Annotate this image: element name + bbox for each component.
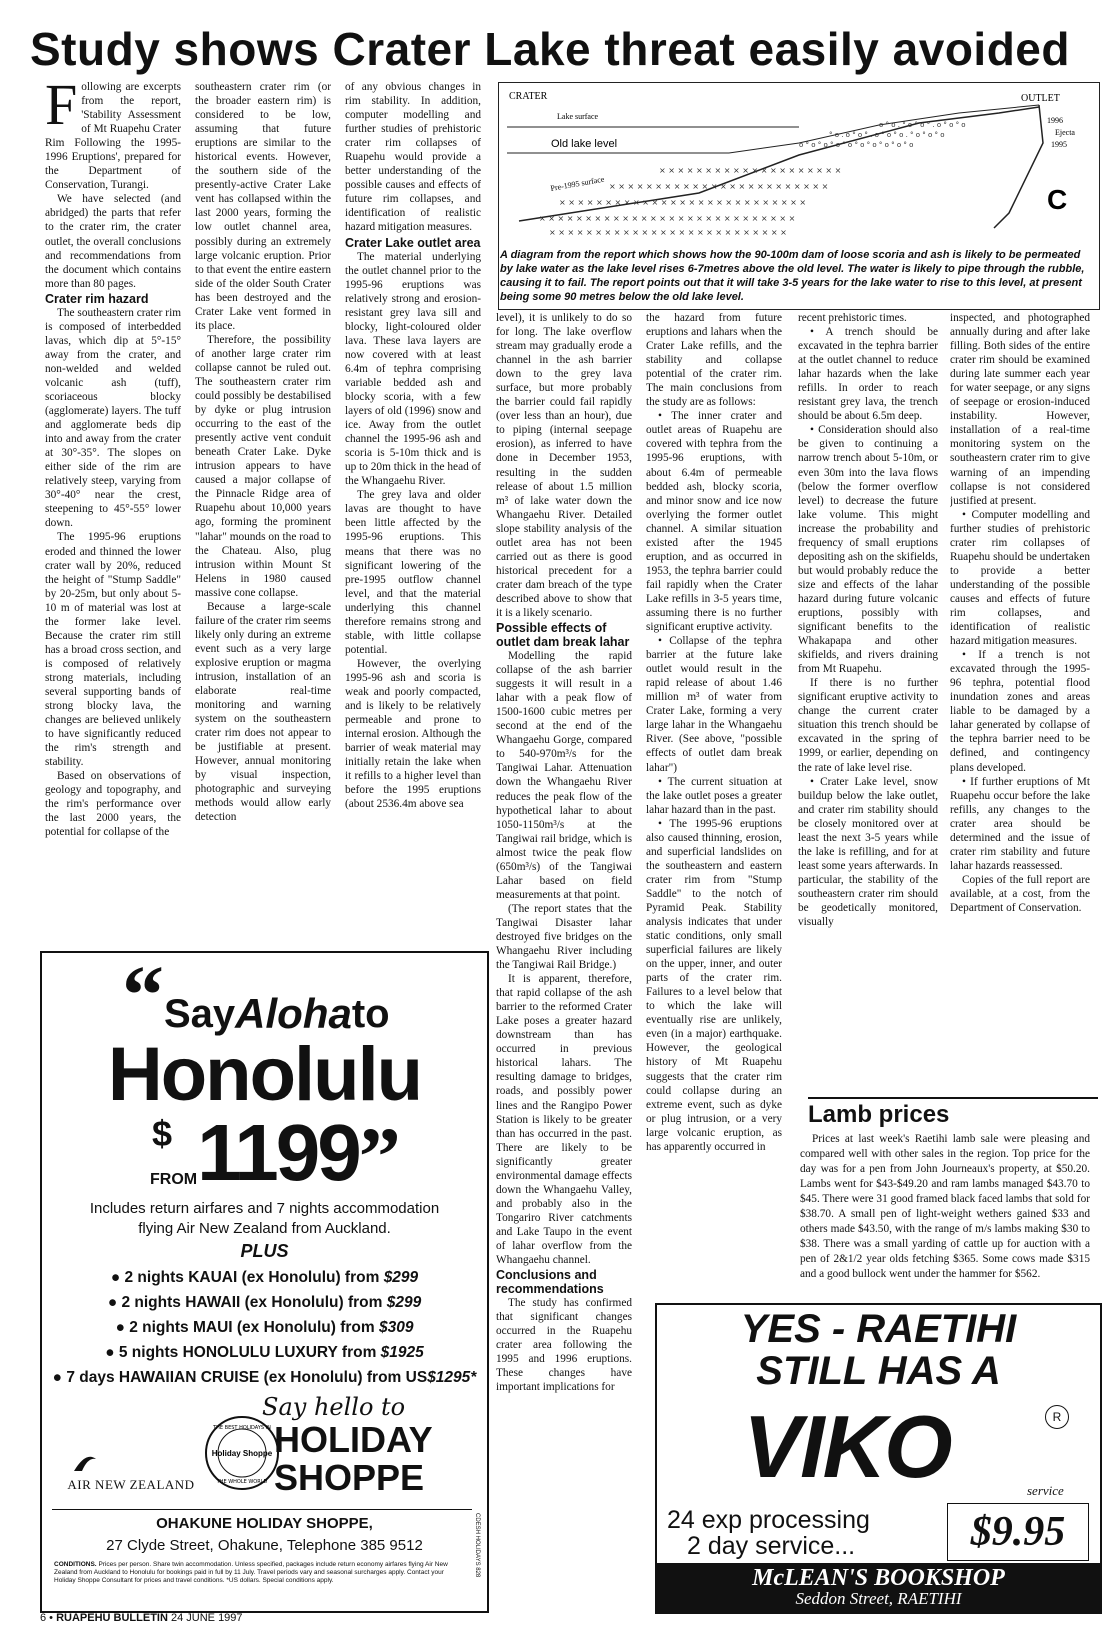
conditions-body: Prices per person. Share twin accommodation. Unless specified, packages include return economy airfares flying Air New Zealand from Auckland to Honolulu for bookings paid in full by 11 July. Travel periods vary and seasonal surcharges apply. Contact your Holiday Shoppe Consultant for prices and travel conditions. *US dollars. Special conditions apply.: [54, 1561, 448, 1584]
paragraph: Based on observations of geology and topography, and the rim's performance over the last 2000 years, the potential for collapse of the: [45, 770, 181, 839]
price-dollar: $: [152, 1113, 173, 1154]
paragraph: Therefore, the possibility of another large crater rim collapse cannot be ruled out. The southeastern crater rim could possibly be destabilised by dyke or plug intrusion occurring to the east of the presently active vent conduit beneath Crater Lake. Dyke intrusion appears to have caused a major collapse of the Pinnacle Ridge area of Ruapehu about 10,000 years ago, forming the prominent "lahar" mounds on the road to the Chateau. Also, plug intrusion within Mount St Helens in 1980 caused massive cone collapse.: [195, 333, 331, 599]
paragraph: Prices at last week's Raetihi lamb sale were pleasing and compared well with other sales in the region. Top price for the day was for a pen from John Journeaux's property, at $50.20. Lambs went for $43-$49.20 and ram lambs managed $43.70 to $45. There were 31 good framed black faced lambs that sold for $38.70. A small pen of light-weight wethers gained $33 and others made $43.50, with the range of m/s lambs making $30 to $38. There was a small yarding of cattle up for auction with a pen of 2&1/2 year olds fetching $365. Some cows made $315 and a good bullock went under the hammer for $562.: [800, 1133, 1090, 1280]
paragraph: • The inner crater and outlet areas of Ruapehu are covered with tephra from the 1995-96 eruptions, with about 6.4m of permeable bedded ash, blocky scoria, and minor snow and ice now overlying the former outlet channel. A similar situation existed after the 1945 eruption, and as occurred in 1953, the tephra barrier could fail rapidly when the Crater Lake refills in 3-5 years time, assuming there is no further significant eruptive activity.: [646, 410, 782, 634]
paragraph: We have selected (and abridged) the parts that refer to the crater rim, the crater outlet, the overall conclusions and recommendations from the document which contains more than 80 pages.: [45, 193, 181, 290]
store-address: 27 Clyde Street, Ohakune, Telephone 385 9512: [106, 1537, 423, 1554]
bookshop-name: McLEAN'S BOOKSHOP: [752, 1565, 1005, 1591]
paragraph: • If further eruptions of Mt Ruapehu occur before the lake refills, any changes to the crater area should be determined and the issue of crater rim stability and future lahar hazards reassessed.: [950, 775, 1090, 872]
conditions-label: CONDITIONS.: [54, 1561, 97, 1568]
bedrock-texture: [539, 166, 841, 237]
page-number: 6: [40, 1612, 47, 1624]
paragraph: level), it is unlikely to do so for long. The lake overflow stream may gradually erode a channel in the ash barrier down to the grey lava surface, but more probably the barrier could fail rapidly (over less than an hour), due to piping (internal seepage erosion), as inferred to have done in December 1953, resulting in the sudden release of about 1.5 million m³ of lake water down the Whangaehu River. Detailed slope stability analysis of the outlet area has not been carried out as there is good historical precedent for a crater dam breach of the type described above to show that it is a likely scenario.: [496, 312, 632, 619]
paragraph: of any obvious changes in rim stability. In addition, computer modelling and further studies of prehistoric crater rim collapses of Ruapehu would provide a better understanding of the possible causes and effects of future rim collapses, and identification of realistic hazard mitigation measures.: [345, 81, 481, 234]
paragraph: • Crater Lake level, snow buildup below the lake outlet, and crater rim stability should be closely monitored over at least the next 3-5 years while the lake is refilling, and for at least some years afterwards. In particular, the stability of the southeastern crater rim should be geodetically monitored, visually: [798, 775, 938, 929]
ad-side-code: CDESH HOLIDAYS 828: [474, 1513, 480, 1578]
svg-text:× × × × × × × × × ×: × × × × × × × × × × × × × × × × × × × × × × × × × × × ×: [539, 214, 796, 223]
viko-price: $9.95: [947, 1503, 1089, 1561]
article-column-3: [345, 80, 481, 928]
viko-service: service: [1027, 1483, 1064, 1498]
ejecta-texture: [799, 121, 966, 149]
viko-brand: VIKO: [743, 1397, 951, 1496]
subheading-crater-rim-hazard: Crater rim hazard: [45, 291, 149, 306]
label-crater: CRATER: [509, 91, 548, 102]
badge-bottom-text: THE WHOLE WORLD: [216, 1479, 268, 1485]
paragraph: The study has confirmed that significant changes occurred in the Ruapehu crater area following the 1995 and 1996 eruptions. These changes have important implications for: [496, 1297, 632, 1394]
offer-text: 5 nights HONOLULU LUXURY from: [118, 1344, 381, 1361]
paragraph: • The 1995-96 eruptions also caused thinning, erosion, and superficial landslides on the southeastern and eastern crater rim from "Stump Saddle" to the notch of Pyramid Peak. Stability analysis indicates that under static conditions, only small superficial failures are likely on the upper, inner, and outer parts of the crater rim. Failures to a level below that to which the lake will eventually rise are unlikely, even (in a major) earthquake. However, the geological history of Mt Ruapehu suggests that the crater rim could collapse during an extreme event, such as dyke or plug intrusion, or a very large volcanic eruption, as has apparently occurred in: [646, 817, 782, 1153]
paragraph: (The report states that the Tangiwai Disaster lahar destroyed five bridges on the Whangaehu River including the Tangiwai Rail Bridge.): [496, 902, 632, 972]
aloha-text: Aloha: [235, 990, 352, 1037]
ad-divider: [52, 1509, 472, 1510]
open-quote: “: [122, 949, 164, 1042]
lamb-divider: [808, 1097, 1098, 1099]
paragraph: The southeastern crater rim is composed of interbedded lavas, which dip at 5°-15° away from the crater, and non-welded and welded volcanic ash (tuff), scoriaceous blocky (agglomerate) layers. The tuff and agglomerate beds dip into and away from the crater at 30°-35°. The slopes on either side of the rim are relatively steep, varying from 30°-40° near the crest, steepening to 45°-55° lower down.: [45, 306, 181, 530]
paragraph: southeastern crater rim (or the broader eastern rim) is considered to be low, assuming that future eruptions are similar to the historical events. However, the southern side of the presently-active Crater Lake vent has collapsed within the last 2000 years, forming the low outlet channel area, possibly during an extremely large volcanic eruption. Prior to that event the entire eastern side of the older South Crater has been destroyed and the Crater Lake vent formed in its place.: [195, 81, 331, 332]
paragraph: • The current situation at the lake outlet poses a greater lahar hazard than in the past.: [646, 775, 782, 816]
paragraph: The 1995-96 eruptions eroded and thinned the lower crater wall by 20%, reduced the height of "Stump Saddle" by 20-25m, but only about 5-10 m of material was lost at the former lake level. Because the crater rim still has a broad cross section, and is composed of relatively strong materials, including several supporting bands of strong blocky lava, the changes are believed unlikely to have significantly reduced the rim's strength and stability.: [45, 531, 181, 769]
offer-item: ● 2 nights MAUI (ex Honolulu) from $309: [115, 1319, 414, 1336]
paragraph: The material underlying the outlet channel prior to the 1995-96 eruptions was relatively strong and erosion-resistant grey lava sill and blocky, light-coloured older lava. These lava layers are now covered with at least 6.4m of tephra comprising variable bedded ash and blocky scoria, with a few layers of old (1996) snow and ice. Away from the outlet channel the 1995-96 ash and scoria is 5-10m thick and is up to 20m thick in the head of the Whangaehu River.: [345, 250, 481, 488]
paragraph: Copies of the full report are available, at a cost, from the Department of Conservation.: [950, 873, 1090, 914]
koru-icon: [72, 1451, 98, 1473]
processing-line1: 24 exp processing: [667, 1506, 870, 1534]
headline: Study shows Crater Lake threat easily avoided: [30, 23, 1070, 75]
viko-advertisement: [655, 1303, 1102, 1614]
plus-label: PLUS: [240, 1241, 289, 1261]
diagram-caption: A diagram from the report which shows how the 90-100m dam of loose scoria and ash is likely to be permeated by lake water as the lake level rises 6-7metres above the old level. The water is likely to pipe through the rubble, causing it to fail. The report points out that it will take 3-5 years for the lake water to rise to this level, at present being some 90 metres below the old lake level.: [500, 249, 1085, 303]
svg-text:° o . o ° o ° . o ° o ° o . °: ° o . o ° o ° . o ° o ° o . ° o ° o ° o: [829, 131, 945, 139]
article-column-4: [496, 311, 632, 1607]
shoppe-logo-text: SHOPPE: [274, 1457, 425, 1498]
subheading-dam-break-lahar: Possible effects of outlet dam break lahar: [496, 621, 630, 650]
badge-top-text: THE BEST HOLIDAYS IN: [213, 1425, 271, 1431]
svg-text:o ° o ° o ° o ° o ° o ° o ° o: o ° o ° o ° o ° o ° o ° o ° o ° o ° o: [799, 141, 914, 149]
label-pre1995-surface: Pre-1995 surface: [549, 174, 605, 193]
offer-price: $1295*: [427, 1369, 477, 1386]
article-column-1: [45, 80, 181, 928]
paragraph: the hazard from future eruptions and lahars when the Crater Lake refills, and the stability and collapse potential of the crater rim. The main conclusions from the study are as follows:: [646, 312, 782, 409]
subheading-outlet-area: Crater Lake outlet area: [345, 235, 481, 250]
paper-name: RUAPEHU BULLETIN: [56, 1612, 168, 1624]
bookshop-street: Seddon Street, RAETIHI: [795, 1589, 962, 1608]
lamb-prices-body: [800, 1132, 1090, 1300]
airline-name: AIR NEW ZEALAND: [67, 1477, 195, 1492]
honolulu-advertisement: [40, 951, 489, 1613]
offer-price: $309: [378, 1319, 414, 1336]
viko-line1: YES - RAETIHI: [740, 1307, 1017, 1351]
label-outlet: OUTLET: [1021, 93, 1060, 104]
badge-mid-text: Holiday Shoppe: [211, 1449, 273, 1458]
airline-logo: [72, 1451, 98, 1478]
offer-item: ● 2 nights KAUAI (ex Honolulu) from $299: [110, 1269, 419, 1286]
footer-separator: •: [46, 1612, 57, 1624]
intro-paragraph: ollowing are excerpts from the report, 'Stability Assessment of Mt Ruapehu Crater Rim Following the 1995-1996 Eruptions', prepared for the Department of Conservation, Turangi.: [45, 81, 181, 192]
label-1995: 1995: [1051, 140, 1067, 149]
holiday-shoppe-badge: [202, 1413, 282, 1493]
paragraph: • Computer modelling and further studies of prehistoric crater rim collapses of Ruapehu should be undertaken to provide a better understanding of the possible causes and effects of future rim collapses, and identification of realistic hazard mitigation measures.: [950, 508, 1090, 648]
svg-text:× × × × × × × × × ×: × × × × × × × × × × × × × × × × × × × ×: [659, 166, 842, 175]
drop-cap: F: [45, 80, 78, 137]
page-footer: [40, 1612, 243, 1624]
lamb-prices-heading: Lamb prices: [808, 1101, 950, 1128]
offer-item: ● 2 nights HAWAII (ex Honolulu) from $299: [107, 1294, 422, 1311]
paragraph: • If a trench is not excavated through the 1995-96 tephra, potential flood inundation zones and areas liable to be damaged by a lahar generated by collapse of the tephra barrier need to be defined, and contingency plans developed.: [950, 649, 1090, 774]
svg-text:× × × × × × × × × ×: × × × × × × × × × × × × × × × × × × × × × × × × × ×: [549, 228, 787, 237]
article-column-5: [646, 311, 782, 1297]
paragraph: However, the overlying 1995-96 ash and scoria is weak and poorly compacted, and is likely to be relatively permeable and prone to internal erosion. Although the barrier of weak material may initially retain the lake when it refills to a higher level than before the 1995 eruptions (about 2536.4m above sea: [345, 657, 481, 811]
processing-line2: 2 day service...: [687, 1532, 856, 1560]
outlet-slope: [994, 105, 1043, 228]
issue-date: 24 JUNE 1997: [167, 1612, 243, 1624]
label-c: C: [1047, 184, 1068, 215]
svg-text:o ° o . ° o ° o ° . o ° o ° o: o ° o . ° o ° o ° . o ° o ° o: [879, 121, 966, 129]
paragraph: inspected, and photographed annually during and after lake filling. Both sides of the entire crater rim should be examined during late summer each year for water seepage, or any signs of seepage or erosion-induced instability. However, installation of a real-time monitoring system on the southeastern crater rim to give warning of an impending collapse is not considered justified at present.: [950, 312, 1090, 507]
close-quote: ”: [358, 1111, 401, 1204]
paragraph: It is apparent, therefore, that rapid collapse of the ash barrier to the reformed Crater Lake poses a greater hazard downstream than has occurred in previous historical lahars. The resulting damage to bridges, roads, and possibly power lines and the Rangipo Power Station is likely to be greater than has occurred in the past. There are likely to be significantly greater environmental damage effects down the Whangaehu Valley, and probably also in the Tongariro River catchments and Lake Taupo in the event of lahar overflow from the Whangaehu channel.: [496, 973, 632, 1267]
offer-item: ● 7 days HAWAIIAN CRUISE (ex Honolulu) from US$1295*: [52, 1369, 477, 1386]
offer-text: 2 nights HAWAII (ex Honolulu) from: [121, 1294, 387, 1311]
honolulu-title: Honolulu: [107, 1032, 422, 1117]
article-column-6: [798, 311, 938, 1093]
paragraph: If there is no further significant eruptive activity to change the current crater situation this trench should be excavated in the spring of 1999, or earlier, depending on the rate of lake level rise.: [798, 677, 938, 774]
offer-text: 2 nights KAUAI (ex Honolulu) from: [124, 1269, 384, 1286]
offers-list: [42, 1265, 487, 1390]
paragraph: • A trench should be excavated in the tephra barrier at the outlet channel to reduce lahar hazards when the lake refills. In order to reach resistant grey lava, the trench should be about 6.5m deep.: [798, 326, 938, 423]
svg-text:× × × × × × × × × ×: × × × × × × × × × × × × × × × × × × × × × × × ×: [609, 182, 829, 191]
label-ejecta: Ejecta: [1055, 128, 1075, 137]
price-amount: 1199: [197, 1108, 359, 1197]
paragraph: • Consideration should also be given to continuing a narrow trench about 5-10m, or even 30m into the lava flows (below the former overflow level) to decrease the future lake volume. This might increase the probability and frequency of small eruptions depositing ash on the skifields, but would probably reduce the size and effects of the lahar hazard during future volcanic eruptions, possibly with significant benefits to the Whakapapa and other skifields, and rivers draining from Mt Ruapehu.: [798, 424, 938, 676]
offer-price: $299: [386, 1294, 422, 1311]
paragraph: • Collapse of the tephra barrier at the future lake outlet would result in the rapid release of about 1.46 million m³ of water from Crater Lake, forming a very large lahar in the Whangaehu River. (See above, "possible effects of outlet dam break lahar"): [646, 635, 782, 774]
offer-text: 7 days HAWAIIAN CRUISE (ex Honolulu) from US: [66, 1369, 428, 1386]
article-column-7: [950, 311, 1090, 1093]
paragraph: The grey lava and older lavas are thought to have been little affected by the 1995-96 eruptions. This means that there was no significant lowering of the pre-1995 outflow channel level, and that the material underlying this channel therefore remains strong and stable, with little collapse potential.: [345, 489, 481, 656]
store-name: OHAKUNE HOLIDAY SHOPPE,: [156, 1515, 373, 1532]
to-text: to: [351, 992, 390, 1036]
label-old-lake-level: Old lake level: [551, 138, 618, 150]
includes-text: Includes return airfares and 7 nights accommodation flying Air New Zealand from Auckland.: [89, 1200, 440, 1237]
offer-text: 2 nights MAUI (ex Honolulu) from: [129, 1319, 379, 1336]
price-from: FROM: [150, 1171, 198, 1188]
say-text: Say: [164, 992, 236, 1036]
offer-price: $299: [383, 1269, 419, 1286]
paragraph: recent prehistoric times.: [798, 312, 907, 324]
conditions-text: [54, 1561, 454, 1585]
registered-mark: R: [1045, 1405, 1069, 1429]
article-column-2: [195, 80, 331, 928]
subheading-conclusions: Conclusions and recommendations: [496, 1268, 604, 1297]
viko-line2: STILL HAS A: [756, 1349, 1001, 1393]
say-hello-script: Say hello to: [262, 1393, 406, 1421]
paragraph: Because a large-scale failure of the crater rim seems likely only during an extreme event such as a very large explosive eruption or magma intrusion, installation of an elaborate real-time monitoring and warning system on the southeastern crater rim does not appear to be justifiable at present. However, annual monitoring by visual inspection, photographic and surveying methods would allow early detection: [195, 600, 331, 824]
paragraph: Modelling the rapid collapse of the ash barrier suggests it will result in a lahar with a peak flow of 1500-1600 cubic metres per second at the end of the Whangaehu Gorge, compared to 540-970m³/s for the Tangiwai Lahar. Attenuation down the Whangaehu River reduces the peak flow of the hypothetical lahar to about 1050-1150m³/s at the Tangiwai rail bridge, which is almost twice the peak flow (650m³/s) of the Tangiwai Lahar based on field measurements at that point.: [496, 650, 632, 901]
holiday-logo-text: HOLIDAY: [274, 1419, 433, 1460]
svg-text:× × × × × × × × × ×: × × × × × × × × × × × × × × × × × × × × × × × × × × ×: [559, 198, 807, 207]
offer-price: $1925: [380, 1344, 424, 1361]
label-lake-surface: Lake surface: [557, 112, 599, 121]
price-block: [150, 1108, 401, 1204]
label-1996: 1996: [1047, 116, 1063, 125]
offer-item: ● 5 nights HONOLULU LUXURY from $1925: [105, 1344, 424, 1361]
